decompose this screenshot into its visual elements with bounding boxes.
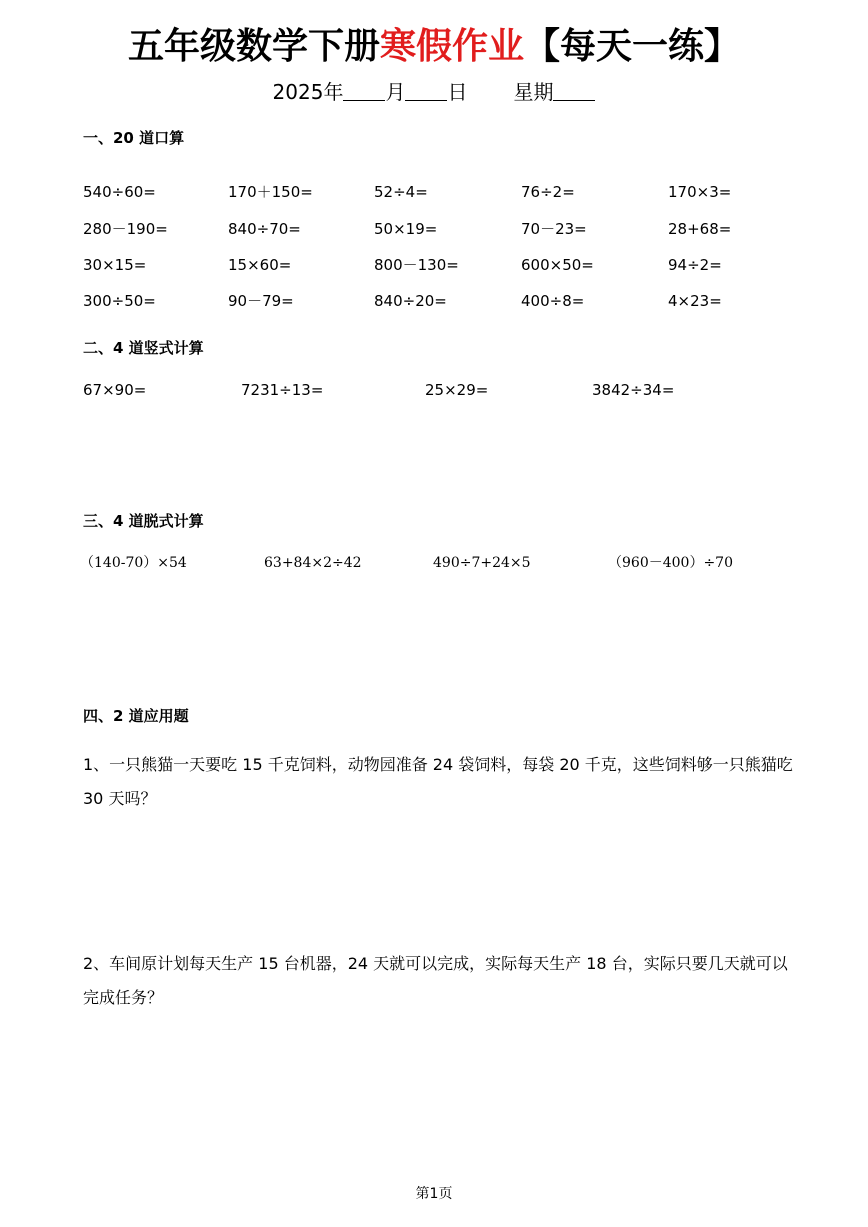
oral-item: 4×23=: [668, 292, 722, 310]
oral-item: 280－190=: [83, 220, 168, 238]
oral-item: 94÷2=: [668, 256, 722, 274]
section-oral-calculation-heading: 一、20 道口算: [83, 129, 185, 147]
weekday-label: 星期: [513, 80, 554, 104]
oral-item: 170＋150=: [228, 183, 313, 201]
month-label: 月: [385, 80, 406, 104]
page-title: [0, 24, 868, 70]
month-blank[interactable]: [343, 80, 385, 101]
oral-item: 30×15=: [83, 256, 147, 274]
oral-item: 800－130=: [374, 256, 459, 274]
stepwise-item: 490÷7+24×5: [433, 555, 531, 571]
oral-item: 540÷60=: [83, 183, 156, 201]
stepwise-item: （960－400）÷70: [608, 555, 733, 571]
section-stepwise-calculation-heading: 三、4 道脱式计算: [83, 512, 204, 530]
weekday-blank[interactable]: [553, 80, 595, 101]
stepwise-item: 63+84×2÷42: [264, 555, 362, 571]
title-part-daily-practice: 【每天一练】: [524, 26, 741, 67]
stepwise-item: （140-70）×54: [80, 555, 187, 571]
section-word-problems-heading: 四、2 道应用题: [83, 707, 189, 725]
day-blank[interactable]: [405, 80, 447, 101]
oral-item: 28+68=: [668, 220, 732, 238]
oral-item: 840÷20=: [374, 292, 447, 310]
oral-item: 400÷8=: [521, 292, 585, 310]
oral-item: 600×50=: [521, 256, 594, 274]
oral-item: 15×60=: [228, 256, 292, 274]
word-problem-2: 2、车间原计划每天生产 15 台机器，24 天就可以完成，实际每天生产 18 台，实际只要几天就可以完成任务？: [83, 954, 788, 1007]
title-part-grade: 五年级数学下册: [127, 26, 380, 67]
title-part-winter-homework: 寒假作业: [379, 26, 524, 67]
oral-item: 840÷70=: [228, 220, 301, 238]
oral-item: 170×3=: [668, 183, 732, 201]
oral-item: 50×19=: [374, 220, 438, 238]
vertical-item: 25×29=: [425, 381, 489, 399]
year-label: 2025年: [272, 80, 344, 104]
oral-item: 52÷4=: [374, 183, 428, 201]
oral-item: 300÷50=: [83, 292, 156, 310]
vertical-item: 3842÷34=: [592, 381, 675, 399]
vertical-item: 67×90=: [83, 381, 147, 399]
page-number: 第1页: [415, 1186, 453, 1202]
oral-item: 70－23=: [521, 220, 587, 238]
date-line: [0, 78, 868, 106]
section-vertical-calculation-heading: 二、4 道竖式计算: [83, 339, 204, 357]
day-label: 日: [447, 80, 468, 104]
word-problem-1: 1、一只熊猫一天要吃 15 千克饲料，动物园准备 24 袋饲料，每袋 20 千克，这些饲料够一只熊猫吃 30 天吗？: [83, 755, 793, 808]
oral-item: 76÷2=: [521, 183, 575, 201]
vertical-item: 7231÷13=: [241, 381, 324, 399]
oral-item: 90－79=: [228, 292, 294, 310]
